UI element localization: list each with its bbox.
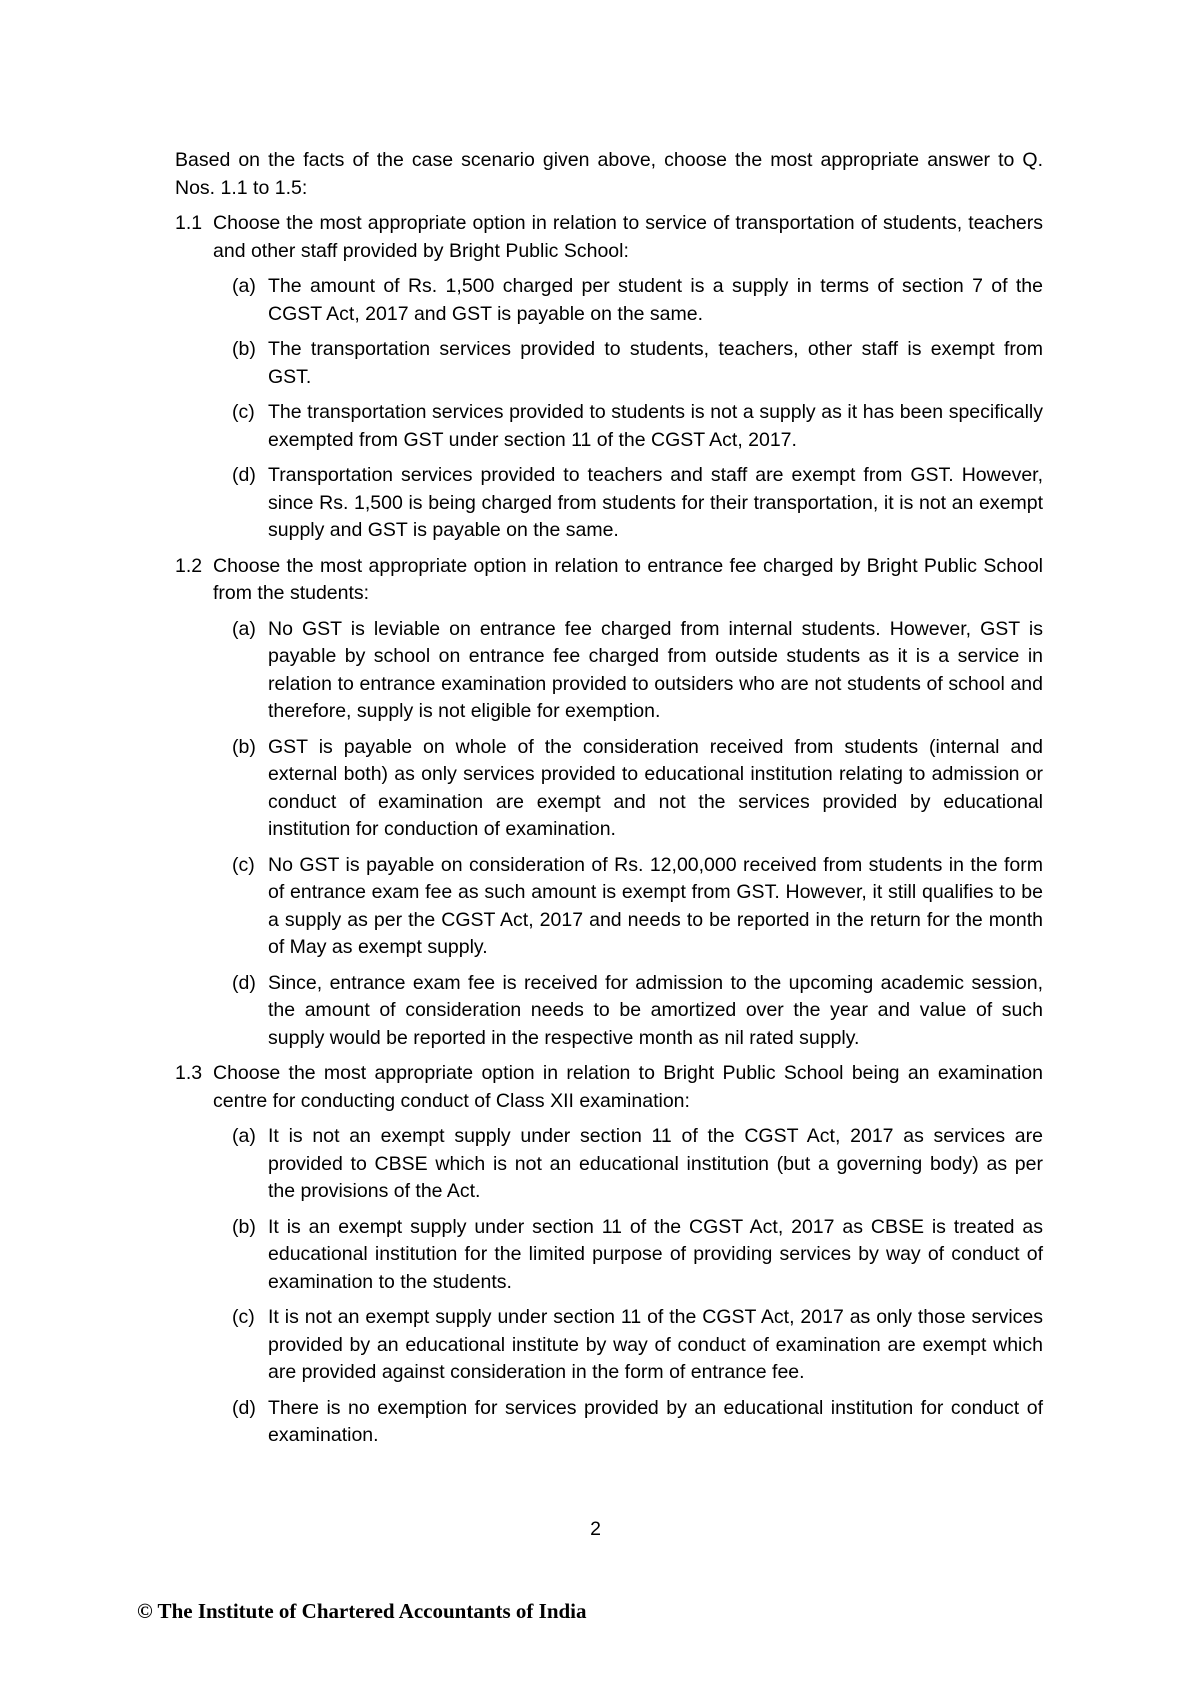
option-1-2-d <box>232 970 1043 1053</box>
option-1-3-d <box>232 1395 1043 1450</box>
question-1-3 <box>175 1060 1043 1450</box>
option-1-1-b <box>232 336 1043 391</box>
option-text: It is not an exempt supply under section 11 of the CGST Act, 2017 as services are provided to CBSE which is not an educational institution (but a governing body) as per the provisions of the Act. <box>268 1125 1043 1202</box>
option-1-1-c <box>232 399 1043 454</box>
option-text: GST is payable on whole of the consideration received from students (internal and external both) as only services provided to educational institution relating to admission or conduct of examination are exempt and not the services provided by educational institution for conduction of examination. <box>268 735 1043 840</box>
option-marker: (d) <box>232 464 256 486</box>
option-1-2-a <box>232 616 1043 726</box>
question-1-2 <box>175 553 1043 1053</box>
page-number: 2 <box>590 1518 601 1540</box>
option-1-3-a <box>232 1123 1043 1206</box>
option-text: It is not an exempt supply under section 11 of the CGST Act, 2017 as only those services provided by an educational institute by way of conduct of examination are exempt which are provided against consideration in the form of entrance fee. <box>268 1306 1043 1383</box>
option-1-3-b <box>232 1214 1043 1297</box>
question-number: 1.2 <box>175 554 203 577</box>
option-marker: (c) <box>232 1306 255 1328</box>
option-1-1-a <box>232 273 1043 328</box>
option-marker: (a) <box>232 1125 256 1147</box>
option-text: The amount of Rs. 1,500 charged per student is a supply in terms of section 7 of the CGST Act, 2017 and GST is payable on the same. <box>268 275 1043 325</box>
option-text: No GST is leviable on entrance fee charged from internal students. However, GST is payable by school on entrance fee charged from outside students as it is a service in relation to entrance examination provided to outsiders who are not students of school and therefore, supply is not eligible for exemption. <box>268 617 1043 722</box>
question-number: 1.1 <box>175 212 203 234</box>
document-body <box>175 147 1043 1458</box>
question-heading <box>175 553 1043 608</box>
question-text: Choose the most appropriate option in relation to service of transportation of students, teachers and other staff provided by Bright Public School: <box>213 212 1043 262</box>
option-marker: (b) <box>232 1215 256 1238</box>
question-heading <box>175 210 1043 265</box>
option-marker: (c) <box>232 401 255 423</box>
option-1-3-c <box>232 1304 1043 1387</box>
option-marker: (d) <box>232 971 256 994</box>
option-1-2-c <box>232 852 1043 962</box>
option-text: The transportation services provided to students, teachers, other staff is exempt from GST. <box>268 338 1043 388</box>
option-text: There is no exemption for services provided by an educational institution for conduct of examination. <box>268 1396 1043 1446</box>
option-marker: (b) <box>232 735 256 758</box>
option-1-1-d <box>232 462 1043 545</box>
option-marker: (d) <box>232 1396 256 1419</box>
option-marker: (c) <box>232 853 255 876</box>
copyright-footer: © The Institute of Chartered Accountants of India <box>137 1599 587 1623</box>
option-text: The transportation services provided to students is not a supply as it has been specifically exempted from GST under section 11 of the CGST Act, 2017. <box>268 401 1043 451</box>
question-1-1 <box>175 210 1043 545</box>
option-marker: (b) <box>232 338 256 360</box>
question-number: 1.3 <box>175 1062 203 1084</box>
option-text: No GST is payable on consideration of Rs. 12,00,000 received from students in the form of entrance exam fee as such amount is exempt from GST. However, it still qualifies to be a supply as per the CGST Act, 2017 and needs to be reported in the return for the month of May as exempt supply. <box>268 853 1043 958</box>
option-marker: (a) <box>232 275 256 297</box>
option-1-2-b <box>232 734 1043 844</box>
question-text: Choose the most appropriate option in relation to Bright Public School being an examination centre for conducting conduct of Class XII examination: <box>213 1062 1043 1112</box>
option-marker: (a) <box>232 617 256 640</box>
option-text: Transportation services provided to teachers and staff are exempt from GST. However, since Rs. 1,500 is being charged from students for their transportation, it is not an exempt supply and GST is payable on the same. <box>268 464 1043 541</box>
intro-paragraph: Based on the facts of the case scenario given above, choose the most appropriate answer to Q. Nos. 1.1 to 1.5: <box>175 149 1043 199</box>
option-text: Since, entrance exam fee is received for admission to the upcoming academic session, the amount of consideration needs to be amortized over the year and value of such supply would be reported in the respective month as nil rated supply. <box>268 971 1043 1049</box>
question-text: Choose the most appropriate option in relation to entrance fee charged by Bright Public School from the students: <box>213 554 1043 604</box>
option-text: It is an exempt supply under section 11 of the CGST Act, 2017 as CBSE is treated as educational institution for the limited purpose of providing services by way of conduct of examination to the students. <box>268 1215 1043 1293</box>
question-heading <box>175 1060 1043 1115</box>
